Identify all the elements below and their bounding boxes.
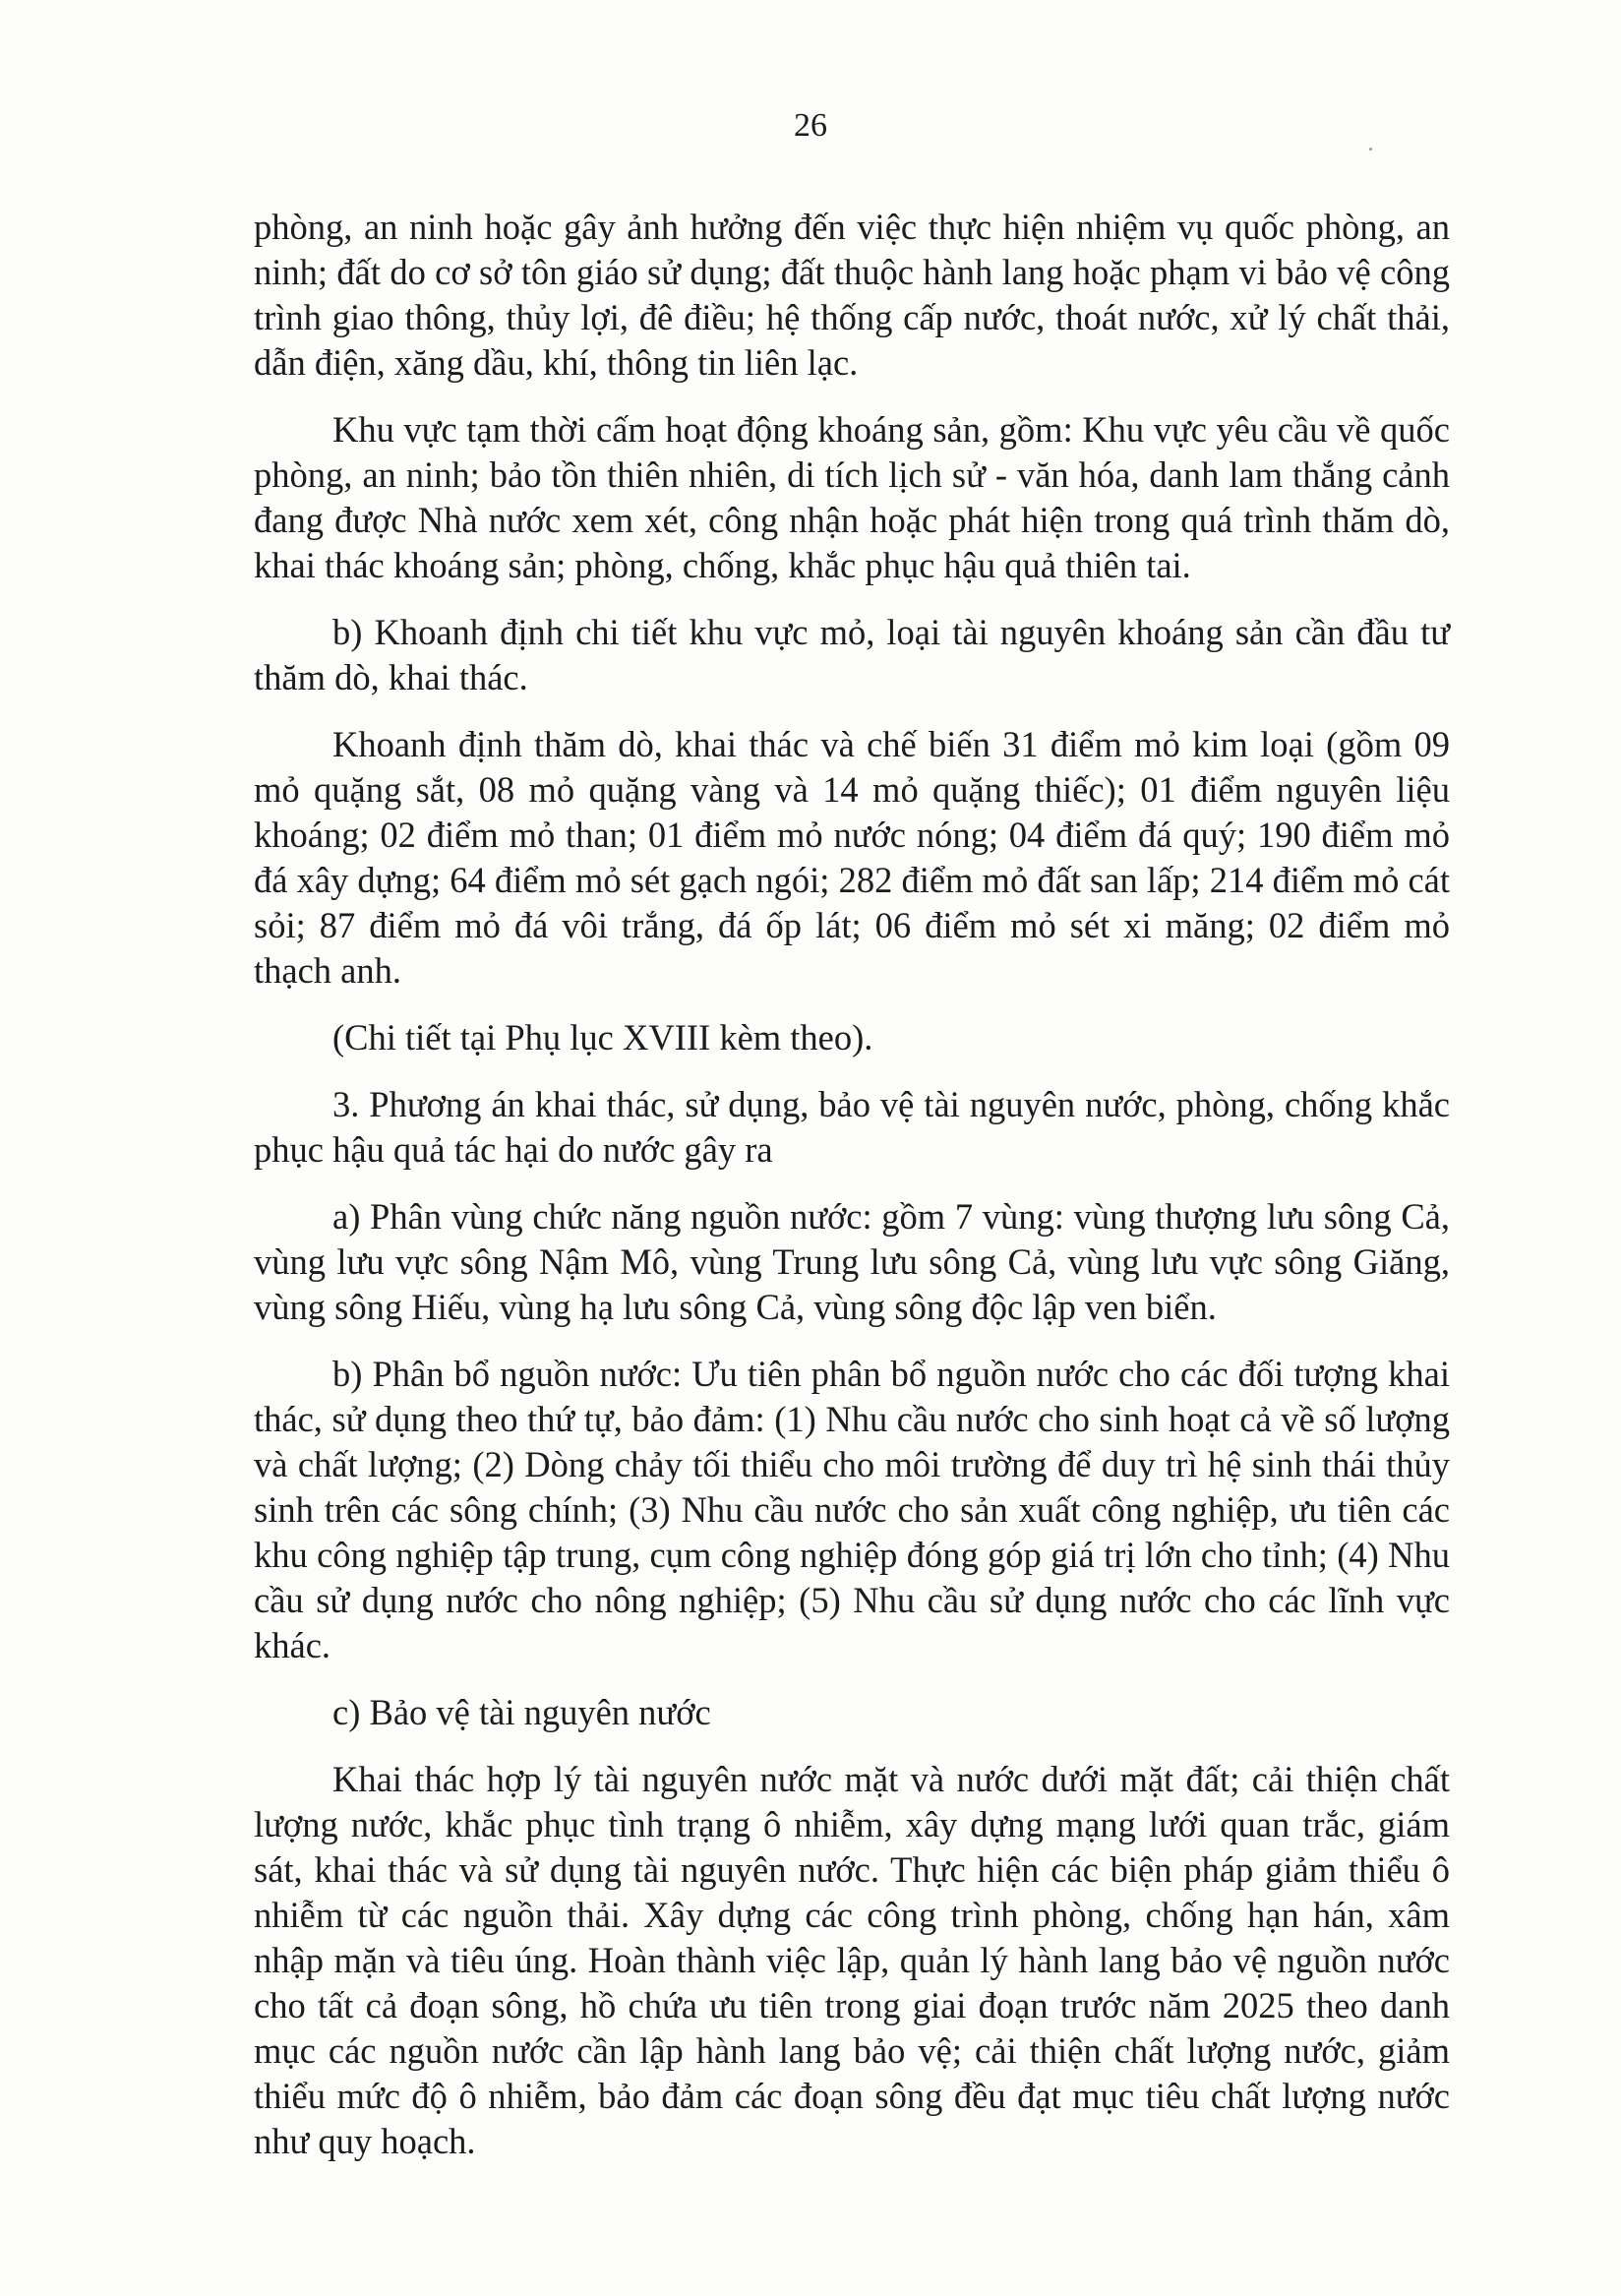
paragraph-temporary-ban-zones: Khu vực tạm thời cấm hoạt động khoáng sản, gồm: Khu vực yêu cầu về quốc phòng, an ninh; bảo tồn thiên nhiên, di tích lịch sử - văn hóa, danh lam thắng cảnh đang được Nhà nước xem xét, công nhận hoặc phát hiện trong quá trình thăm dò, khai thác khoáng sản; phòng, chống, khắc phục hậu quả thiên tai. bbox=[254, 409, 1450, 585]
paragraph-water-protection: Khai thác hợp lý tài nguyên nước mặt và nước dưới mặt đất; cải thiện chất lượng nước, khắc phục tình trạng ô nhiễm, xây dựng mạng lưới quan trắc, giám sát, khai thác và sử dụng tài nguyên nước. Thực hiện các biện pháp giảm thiểu ô nhiễm từ các nguồn thải. Xây dựng các công trình phòng, chống hạn hán, xâm nhập mặn và tiêu úng. Hoàn thành việc lập, quản lý hành lang bảo vệ nguồn nước cho tất cả đoạn sông, hồ chứa ưu tiên trong giai đoạn trước năm 2025 theo danh mục các nguồn nước cần lập hành lang bảo vệ; cải thiện chất lượng nước, giảm thiểu mức độ ô nhiễm, bảo đảm các đoạn sông đều đạt mục tiêu chất lượng nước như quy hoạch. bbox=[254, 1759, 1450, 2161]
paragraph-water-zoning: a) Phân vùng chức năng nguồn nước: gồm 7 vùng: vùng thượng lưu sông Cả, vùng lưu vực sông Nậm Mô, vùng Trung lưu sông Cả, vùng lưu vực sông Giăng, vùng sông Hiếu, vùng hạ lưu sông Cả, vùng sông độc lập ven biển. bbox=[254, 1196, 1450, 1327]
paragraph-mining-points: Khoanh định thăm dò, khai thác và chế biến 31 điểm mỏ kim loại (gồm 09 mỏ quặng sắt, 08 mỏ quặng vàng và 14 mỏ quặng thiếc); 01 điểm nguyên liệu khoáng; 02 điểm mỏ than; 01 điểm mỏ nước nóng; 04 điểm đá quý; 190 điểm mỏ đá xây dựng; 64 điểm mỏ sét gạch ngói; 282 điểm mỏ đất san lấp; 214 điểm mỏ cát sỏi; 87 điểm mỏ đá vôi trắng, đá ốp lát; 06 điểm mỏ sét xi măng; 02 điểm mỏ thạch anh. bbox=[254, 724, 1450, 991]
paragraph-section-3-heading: 3. Phương án khai thác, sử dụng, bảo vệ tài nguyên nước, phòng, chống khắc phục hậu quả tác hại do nước gây ra bbox=[254, 1084, 1450, 1170]
paragraph-water-allocation: b) Phân bổ nguồn nước: Ưu tiên phân bổ nguồn nước cho các đối tượng khai thác, sử dụng theo thứ tự, bảo đảm: (1) Nhu cầu nước cho sinh hoạt cả về số lượng và chất lượng; (2) Dòng chảy tối thiểu cho môi trường để duy trì hệ sinh thái thủy sinh trên các sông chính; (3) Nhu cầu nước cho sản xuất công nghiệp, ưu tiên các khu công nghiệp tập trung, cụm công nghiệp đóng góp giá trị lớn cho tỉnh; (4) Nhu cầu sử dụng nước cho nông nghiệp; (5) Nhu cầu sử dụng nước cho các lĩnh vực khác. bbox=[254, 1354, 1450, 1665]
document-body bbox=[254, 205, 1450, 2186]
paragraph-item-b-heading: b) Khoanh định chi tiết khu vực mỏ, loại tài nguyên khoáng sản cần đầu tư thăm dò, khai thác. bbox=[254, 612, 1450, 697]
paragraph-item-c-heading: c) Bảo vệ tài nguyên nước bbox=[332, 1692, 711, 1732]
paragraph-continuation: phòng, an ninh hoặc gây ảnh hưởng đến việc thực hiện nhiệm vụ quốc phòng, an ninh; đất do cơ sở tôn giáo sử dụng; đất thuộc hành lang hoặc phạm vi bảo vệ công trình giao thông, thủy lợi, đê điều; hệ thống cấp nước, thoát nước, xử lý chất thải, dẫn điện, xăng dầu, khí, thông tin liên lạc. bbox=[254, 207, 1450, 383]
scan-speck bbox=[1369, 148, 1372, 151]
paragraph-appendix-reference: (Chi tiết tại Phụ lục XVIII kèm theo). bbox=[332, 1017, 873, 1057]
page-number: 26 bbox=[794, 107, 827, 144]
